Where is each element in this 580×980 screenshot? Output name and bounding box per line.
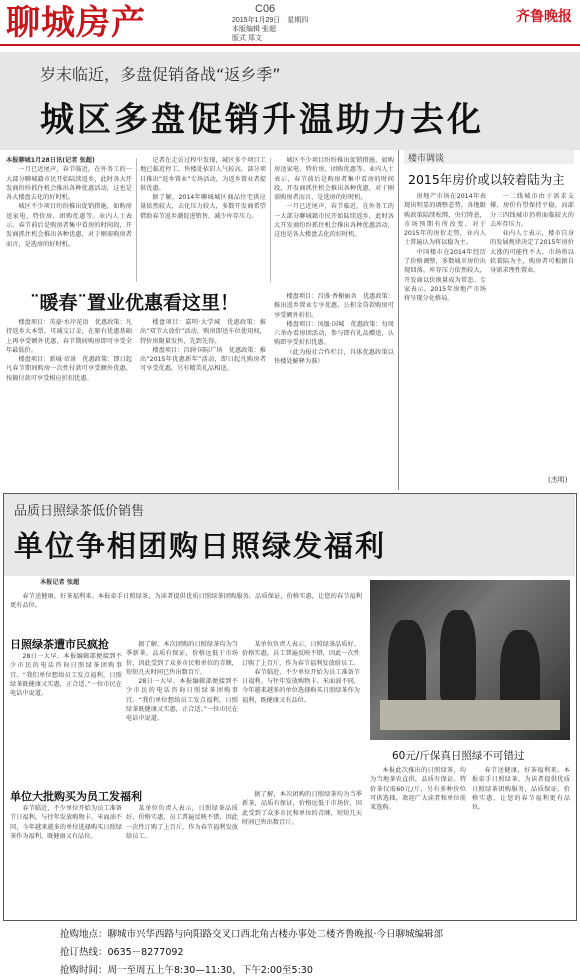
footer-location: 抢购地点：聊城市兴华西路与向阳路交叉口西北角古楼办事处二楼齐鲁晚报·今日聊城编辑部: [60, 929, 444, 940]
designer-line: 版式 郑文: [232, 35, 262, 42]
bottom-story-lead-text: 春节送健康，好茶福利来。本报牵手日照绿茶，为读者提供优质日照绿茶团购服务，品质保证，价格实惠，让您的春节福利更有品位。: [10, 593, 362, 610]
caption-text: 春节送健康，好茶福利来。本报牵手日照绿茶，为读者提供优质日照绿茶团购服务，品质保证，价格实惠，让您的春节福利更有品位。: [472, 767, 570, 812]
bottom-story-byline: 本报记者 张超: [40, 579, 80, 586]
caption-col-1: [370, 766, 466, 914]
page-code: C06: [255, 3, 276, 15]
caption-col-2: [472, 766, 570, 914]
section-title: 聊城房产: [6, 3, 146, 43]
top-story-paragraph: 一月已近尾声，春节临近，在外务工的一大部分聊城籍市民开始陆续返乡，此时各大开发商纷纷抓住机会推出各种优惠活动，这也是各大楼盘去化的好时机。: [6, 166, 132, 202]
side-col-2: [490, 192, 574, 472]
bottom-subhead-1: 日照绿茶遭市民疯抢: [10, 638, 109, 651]
footer-hours: 抢购时间：周一至周五上午8:30—11:30，下午2:00至5:30: [60, 965, 313, 976]
promo-item: 楼盘项目：昌润·国际广场 优惠政策：推出“2015年优惠新年”活动，即日起凡购房者可享受优惠，另有精美礼品相送。: [140, 346, 266, 373]
editor-line: 本版编辑 张超: [232, 26, 276, 33]
side-end-tag: (杰明): [548, 476, 568, 484]
promo-col-1: [6, 318, 132, 488]
bottom-col-5: [126, 804, 238, 914]
top-story-paragraph: 记者在走访过程中发现，城区多个项目工地已临近停工，售楼处依旧人气较高，部分项目推出“返乡置业”专场活动，为返乡置业者提供优惠。: [140, 157, 266, 192]
side-paragraph: 业内人士表示，楼市自身的发展规律决定了2015年房价大涨的可能性不大，市场将以软着陆为主，购房者可根据自身需求理性置业。: [490, 230, 574, 275]
bottom-paragraph: 春节临近，不少单位开始为员工准备节日福利。与往年发放购物卡、米面油不同，今年越来越多的单位选择购买日照绿茶作为福利，既健康又有品位。: [242, 668, 360, 704]
photo-tea-table: [380, 700, 560, 730]
side-paragraph: 房地产市场在2014年表现出明显的调整态势，各地限购政策陆续松绑，央行降息，市场预期有所改变。对于2015年的房价走势，业内人士普遍认为将以稳为主。: [404, 193, 486, 247]
promo-item: 楼盘项目：凤凰·国城 优惠政策：每周六举办看房团活动，参与即有礼品赠送，认购即享受折扣优惠。: [274, 320, 394, 347]
bottom-paragraph: 某单位负责人表示，日照绿茶品质好、价格实惠，员工普遍反映不错，因此一次性订购了上百斤，作为春节福利发放给员工。: [242, 641, 360, 667]
side-paragraph: 中国楼市在2014年经历了价格调整，多数城市房价出现回落，库存压力依然较大，开发商以价换量成为常态。专家表示，2015年房地产市场将呈现分化格局。: [404, 248, 486, 303]
date-line: 2015年1月29日 星期四: [232, 17, 309, 24]
promo-item: 楼盘项目：嘉明·大学城 优惠政策：推出“双节大放价”活动，购房即送车位使用权，特价房限量发售，先到先得。: [140, 319, 266, 345]
bottom-col-3: [242, 640, 360, 784]
top-story-col-2: [140, 156, 266, 284]
promo-item: 楼盘项目：英豪·水岸花语 优惠政策：凡持返乡大本票，可减交订金，在原有优惠基础上再享受额外优惠，春节期间购房即可享受全年最低价。: [6, 319, 132, 354]
top-story-col-1: [6, 156, 132, 284]
photo-figure: [388, 620, 426, 710]
bottom-subhead-2: 单位大批购买为员工发福利: [10, 790, 142, 803]
top-story-col-3: [274, 156, 394, 284]
promo-disclaimer: （此为报社合作栏目，具体优惠政策以售楼处解释为准）: [274, 348, 394, 366]
bottom-col-4: [10, 804, 122, 914]
side-headline: 2015年房价或以较着陆为主: [408, 172, 565, 187]
caption-text: 本报此次推出的日照绿茶，均为当地茶农直供，品质有保证。特价茶仅需60元/斤，另有多种价位可供选择，欢迎广大读者和单位前来选购。: [370, 767, 466, 812]
bottom-story-headline: 单位争相团购日照绿发福利: [14, 529, 387, 563]
bottom-col-6: [242, 790, 362, 914]
bottom-paragraph: 据了解，本次团购的日照绿茶均为当季新茶，品质有保证，价格远低于市场价，因此受到了众多市民和单位的青睐，短短几天时间已售出数百斤。: [242, 791, 362, 826]
masthead-rule: [0, 44, 580, 46]
column-divider: [270, 158, 271, 282]
top-story-paragraph: 一月已近尾声，春节临近，在外务工的一大部分聊城籍市民开始陆续返乡，此时各大开发商纷纷抓住机会推出各种优惠活动，这也是各大楼盘去化的好时机。: [274, 203, 394, 239]
top-story-paragraph: 城区不少项目纷纷推出促销措施，如购房送家电、特价房、团购优惠等。业内人士表示，春节前后是购房者集中看房的时间段，开发商抓住机会推出各种优惠，对于刚需购房者而言，是选房的好时机。: [274, 157, 394, 202]
top-story-headline: 城区多盘促销升温助力去化: [40, 100, 484, 140]
photo-figure: [440, 610, 476, 702]
top-story-kicker: 岁末临近，多盘促销备战“返乡季”: [40, 65, 281, 84]
footer: [0, 922, 580, 980]
side-divider: [398, 150, 399, 490]
top-story-byline: 本报聊城1月28日讯(记者 张超): [6, 157, 95, 164]
bottom-col-1: [10, 652, 122, 784]
top-story-paragraph: 据了解，2014年聊城城区商品住宅供应量依然较大，去化压力较大，多数开发商希望借助春节返乡潮促进销售，减少库存压力。: [140, 194, 266, 220]
bottom-col-2: [126, 640, 238, 784]
bottom-paragraph: 据了解，本次团购的日照绿茶均为当季新茶，品质有保证，价格远低于市场价，因此受到了众多市民和单位的青睐，短短几天时间已售出数百斤。: [126, 641, 238, 676]
bottom-paragraph: 某单位负责人表示，日照绿茶品质好、价格实惠，员工普遍反映不错，因此一次性订购了上百斤，作为春节福利发放给员工。: [126, 805, 238, 840]
bottom-paragraph: 春节临近，不少单位开始为员工准备节日福利。与往年发放购物卡、米面油不同，今年越来越多的单位选择购买日照绿茶作为福利，既健康又有品位。: [10, 805, 122, 840]
side-section-label: 楼市调谈: [408, 154, 445, 164]
bottom-paragraph: 28日一大早，本报编辑部便接到不少市民的电话咨询日照绿茶团购事宜。“我们单位想给员工发点福利，日照绿茶既健康又实惠，正合适。”一位市民在电话中说道。: [126, 678, 238, 723]
bottom-story-lead: [10, 592, 362, 632]
caption-headline: 60元/斤保真日照绿不可错过: [392, 750, 525, 762]
tea-sorting-photo: [370, 580, 570, 740]
top-story-paragraph: 城区不少项目纷纷推出促销措施，如购房送家电、特价房、团购优惠等。业内人士表示，春节前后是购房者集中看房的时间段，开发商抓住机会推出各种优惠，对于刚需购房者而言，是选房的好时机。: [6, 203, 132, 248]
promo-subheadline: ¨暖春¨置业优惠看这里！: [30, 292, 240, 314]
promo-item: 楼盘项目：新城·帝景 优惠政策：即日起凡春节期间购房一次性付款可享受额外优惠，按揭付款可享受相应折扣优惠。: [6, 356, 132, 382]
side-paragraph: 一二线城市由于需求支撑，房价有望保持平稳，而部分三四线城市仍将面临较大的去库存压力。: [490, 193, 574, 228]
bottom-story-kicker: 品质日照绿茶低价销售: [14, 504, 145, 519]
side-col-1: [404, 192, 486, 486]
promo-col-3: [274, 292, 394, 488]
masthead-meta: [232, 16, 308, 43]
promo-item: 楼盘项目：昌盛·香榭丽舍 优惠政策：推出返乡置业专享优惠，公积金贷款购房可享受额外折扣。: [274, 293, 394, 319]
column-divider: [136, 158, 137, 282]
paper-logo: 齐鲁晚报: [516, 9, 572, 25]
promo-col-2: [140, 318, 266, 488]
bottom-paragraph: 28日一大早，本报编辑部便接到不少市民的电话咨询日照绿茶团购事宜。“我们单位想给员工发点福利，日照绿茶既健康又实惠，正合适。”一位市民在电话中说道。: [10, 653, 122, 698]
footer-hotline: 抢订热线：0635－8277092: [60, 947, 184, 958]
